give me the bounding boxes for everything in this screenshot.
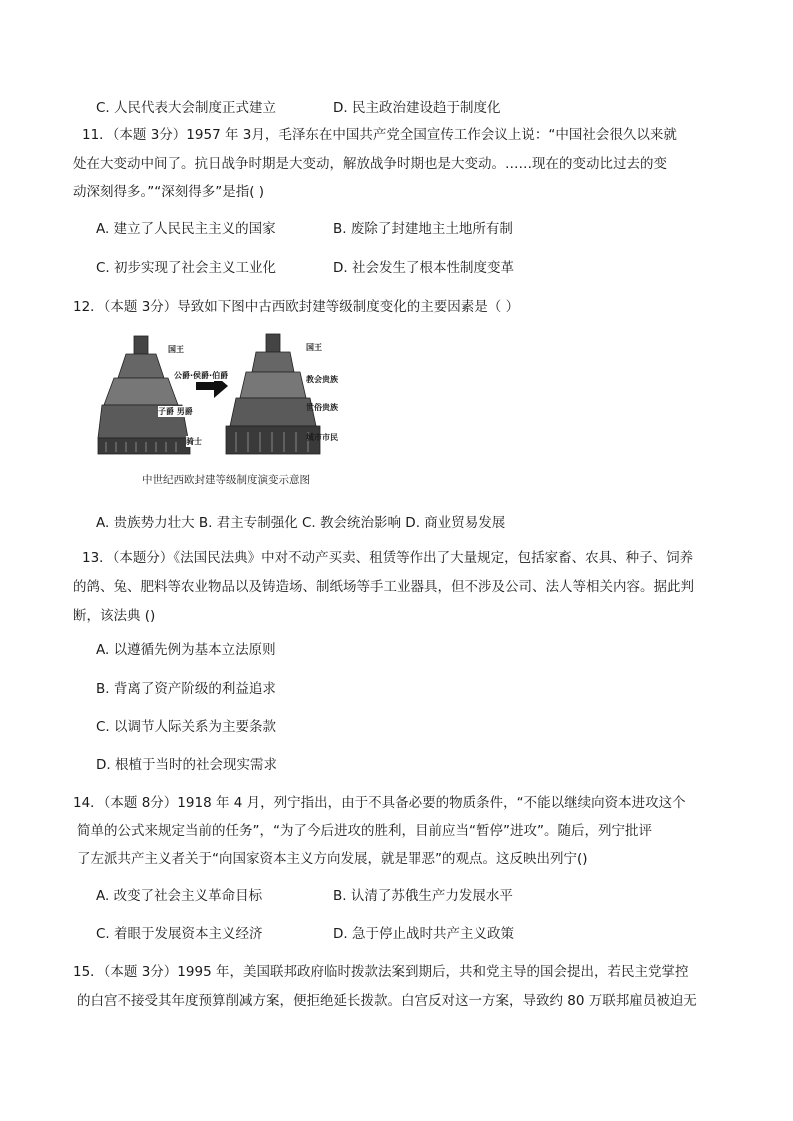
q13-option-a: A. 以遵循先例为基本立法原则 [96,642,276,658]
q14-option-a: A. 改变了社会主义革命目标 [96,888,263,904]
label-king-left: 国王 [168,345,184,354]
label-citizens: 城市市民 [306,433,338,442]
label-viscounts: 子爵 男爵 [158,407,193,416]
q11-stem-line-2: 处在大变动中间了。抗日战争时期是大变动，解放战争时期也是大变动。……现在的变动比过去的变 [73,156,667,172]
label-dukes: 公爵·侯爵·伯爵 [174,371,229,380]
label-king-right: 国王 [306,343,322,352]
label-secular-nobles: 世俗贵族 [306,403,338,412]
label-church-nobles: 教会贵族 [306,375,338,384]
q11-option-c: C. 初步实现了社会主义工业化 [96,260,277,276]
q14-stem-line-2: 简单的公式来规定当前的任务”，“为了今后进攻的胜利，目前应当“暂停”进攻”。随后，列宁批评 [77,823,652,839]
q13-stem-line-3: 断，该法典 () [73,608,156,624]
q13-option-b: B. 背离了资产阶级的利益追求 [96,681,276,697]
q14-stem-line-1: 14．（本题 8分）1918 年 4 月，列宁指出，由于不具备必要的物质条件，“不能以继续向资本进攻这个 [73,795,686,811]
hierarchy-pyramids-illustration [96,330,366,470]
q11-option-d: D. 社会发生了根本性制度变革 [333,260,514,276]
q11-stem-line-1: 11．（本题 3分）1957 年 3月，毛泽东在中国共产党全国宣传工作会议上说：“中国社会很久以来就 [82,127,677,143]
feudal-hierarchy-figure [96,330,366,490]
q10-option-d: D. 民主政治建设趋于制度化 [333,100,501,116]
q10-option-c: C. 人民代表大会制度正式建立 [96,100,277,116]
q12-stem: 12．（本题 3分）导致如下图中古西欧封建等级制度变化的主要因素是（ ） [73,299,520,315]
q13-option-c: C. 以调节人际关系为主要条款 [96,719,277,735]
q14-option-d: D. 急于停止战时共产主义政策 [333,926,514,942]
q13-stem-line-2: 的鸽、兔、肥料等农业物品以及铸造场、制纸场等手工业器具，但不涉及公司、法人等相关内容。据此判 [73,579,694,595]
q11-option-a: A. 建立了人民民主主义的国家 [96,221,276,237]
q15-stem-line-2: 的白宫不接受其年度预算削减方案，便拒绝延长拨款。白宫反对这一方案，导致约 80 万联邦雇员被迫无 [77,993,697,1009]
q14-stem-line-3: 了左派共产主义者关于“向国家资本主义方向发展，就是罪恶”的观点。这反映出列宁() [77,851,588,867]
label-knights: 骑士 [186,437,202,446]
q11-stem-line-3: 动深刻得多。”“深刻得多”是指( ) [73,184,265,200]
q14-option-b: B. 认清了苏俄生产力发展水平 [333,888,513,904]
q13-stem-line-1: 13．（本题分）《法国民法典》中对不动产买卖、租赁等作出了大量规定，包括家畜、农具、种子、饲养 [82,550,694,566]
q12-options: A. 贵族势力壮大 B. 君主专制强化 C. 教会统治影响 D. 商业贸易发展 [96,515,506,531]
q13-option-d: D. 根植于当时的社会现实需求 [96,757,277,773]
q11-option-b: B. 废除了封建地主土地所有制 [333,221,513,237]
figure-caption: 中世纪西欧封建等级制度演变示意图 [142,474,310,486]
q15-stem-line-1: 15．（本题 3分）1995 年，美国联邦政府临时拨款法案到期后，共和党主导的国会提出，若民主党掌控 [73,964,689,980]
q14-option-c: C. 着眼于发展资本主义经济 [96,926,263,942]
